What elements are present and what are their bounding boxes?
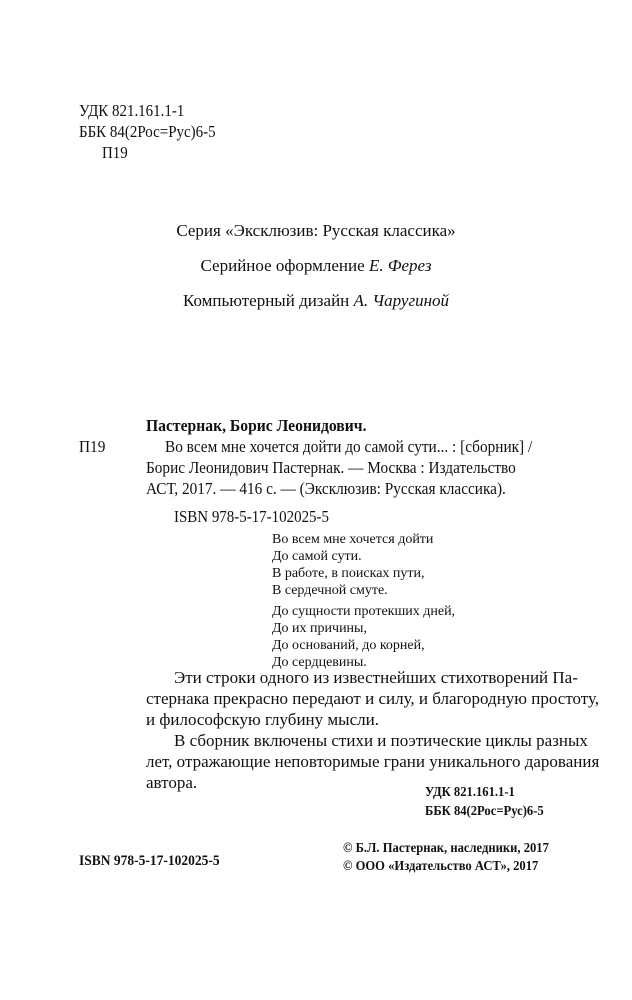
copyright-author: © Б.Л. Пастернак, наследники, 2017 [343,841,549,856]
epigraph-line: В сердечной смуте. [272,583,388,598]
annotation-line: и философскую глубину мысли. [146,710,379,729]
designer-name: Е. Ферез [368,256,432,275]
epigraph-line: До их причины, [272,621,367,636]
epigraph-line: В работе, в поисках пути, [272,566,425,581]
author-heading: Пастернак, Борис Леонидович. [146,416,367,435]
epigraph-line: До самой сути. [272,549,362,564]
footer-bbk: ББК 84(2Рос=Рус)6-5 [425,804,544,819]
record-author-mark: П19 [79,437,106,456]
annotation-line: В сборник включены стихи и поэтические циклы разных [174,731,588,750]
record-line: АСТ, 2017. — 416 с. — (Эксклюзив: Русская классика). [146,479,506,498]
epigraph-line: До сердцевины. [272,655,367,670]
record-line: Во всем мне хочется дойти до самой сути... : [сборник] / [165,437,533,456]
annotation-line: Эти строки одного из известнейших стихотворений Па- [174,668,578,687]
series-line: Серия «Эксклюзив: Русская классика» [176,221,456,240]
record-line: Борис Леонидович Пастернак. — Москва : Издательство [146,458,516,477]
footer-udk: УДК 821.161.1-1 [425,785,515,800]
udk-code: УДК 821.161.1-1 [79,101,185,120]
annotation-line: лет, отражающие неповторимые грани уникального дарования [146,752,600,771]
bbk-code: ББК 84(2Рос=Рус)6-5 [79,122,216,141]
epigraph-line: До оснований, до корней, [272,638,425,653]
computer-design-credit: Компьютерный дизайн А. Чаругиной [182,291,450,310]
author-mark: П19 [102,143,128,162]
computer-designer-name: А. Чаругиной [353,291,450,310]
epigraph-line: Во всем мне хочется дойти [272,532,434,547]
copyright-publisher: © ООО «Издательство АСТ», 2017 [343,859,539,874]
annotation-line: автора. [146,773,198,792]
footer-isbn: ISBN 978-5-17-102025-5 [79,853,220,869]
epigraph-line: До сущности протекших дней, [272,604,456,619]
design-credit: Серийное оформление Е. Ферез [200,256,432,275]
record-isbn: ISBN 978-5-17-102025-5 [174,507,330,526]
annotation-line: стернака прекрасно передают и силу, и благородную простоту, [146,689,600,708]
